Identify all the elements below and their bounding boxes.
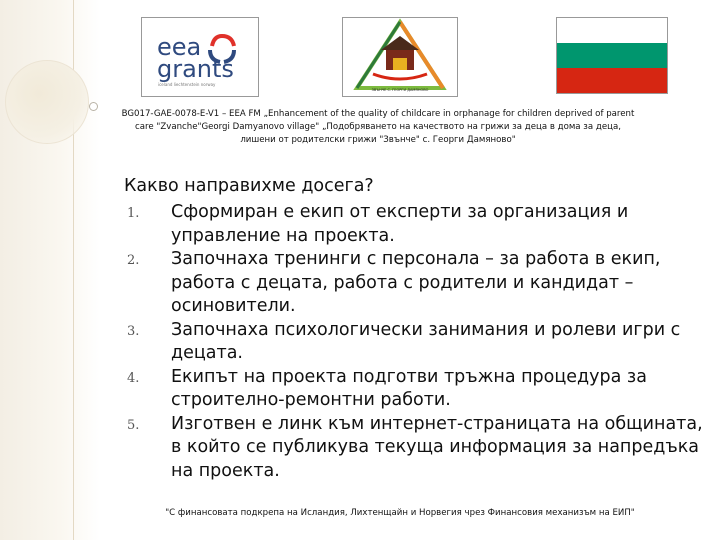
eea-grants-wordmark: eea grants — [157, 33, 234, 83]
list-number: 1. — [127, 206, 140, 221]
eea-grants-logo — [141, 17, 259, 97]
list-item — [124, 319, 704, 366]
bulgarian-flag — [556, 17, 668, 94]
list-item-text: Започнаха психологически занимания и ролеви игри с децата. — [171, 319, 681, 363]
list-item — [124, 248, 704, 319]
list-number: 5. — [127, 417, 140, 433]
achievements-list — [124, 201, 704, 483]
list-item — [124, 201, 704, 248]
list-number: 2. — [127, 253, 140, 268]
list-item-text: Екипът на проекта подготви тръжна процедура за строително-ремонтни работи. — [171, 366, 647, 410]
flag-stripe-green — [557, 43, 667, 68]
list-item-text: Изготвен е линк към интернет-страницата на общината, в който се публикува текуща информация за напредъка на проекта. — [171, 413, 703, 481]
eea-tagline: iceland liechtenstein norway — [158, 82, 216, 87]
flag-stripe-white — [557, 18, 667, 43]
decorative-circle — [5, 60, 89, 144]
list-item-text: Започнаха тренинги с персонала – за работа в екип, работа с децата, работа с родители и кандидат – осиновители. — [171, 249, 661, 316]
list-item — [124, 366, 704, 413]
flag-stripe-red — [557, 68, 667, 93]
orphanage-emblem-icon — [343, 18, 457, 96]
section-heading: Какво направихме досега? — [124, 176, 374, 196]
orphanage-logo — [342, 17, 458, 97]
orphanage-caption: ЗВЪНЧЕ С. ГЕОРГИ ДАМЯНОВО — [371, 88, 429, 92]
list-item-text: Сформиран е екип от експерти за организация и управление на проекта. — [171, 202, 629, 246]
funding-footnote: "С финансовата подкрепа на Исландия, Лихтенщайн и Норвегия чрез Финансовия механизъм на ЕИП" — [165, 508, 635, 518]
decorative-dot — [89, 102, 98, 111]
list-number: 3. — [127, 323, 140, 339]
list-number: 4. — [127, 370, 140, 386]
list-item — [124, 413, 704, 484]
project-subtitle: BG017-GAE-0078-E-V1 – EEA FM „Enhancement of the quality of childcare in orphanage for children deprived of parent care "Zvanche"Georgi Damyanovo village" „Подобряването на качеството на грижи за деца в дома за деца, лишени от родителски грижи "Звънче" с. Георги Дамяново" — [121, 109, 635, 145]
